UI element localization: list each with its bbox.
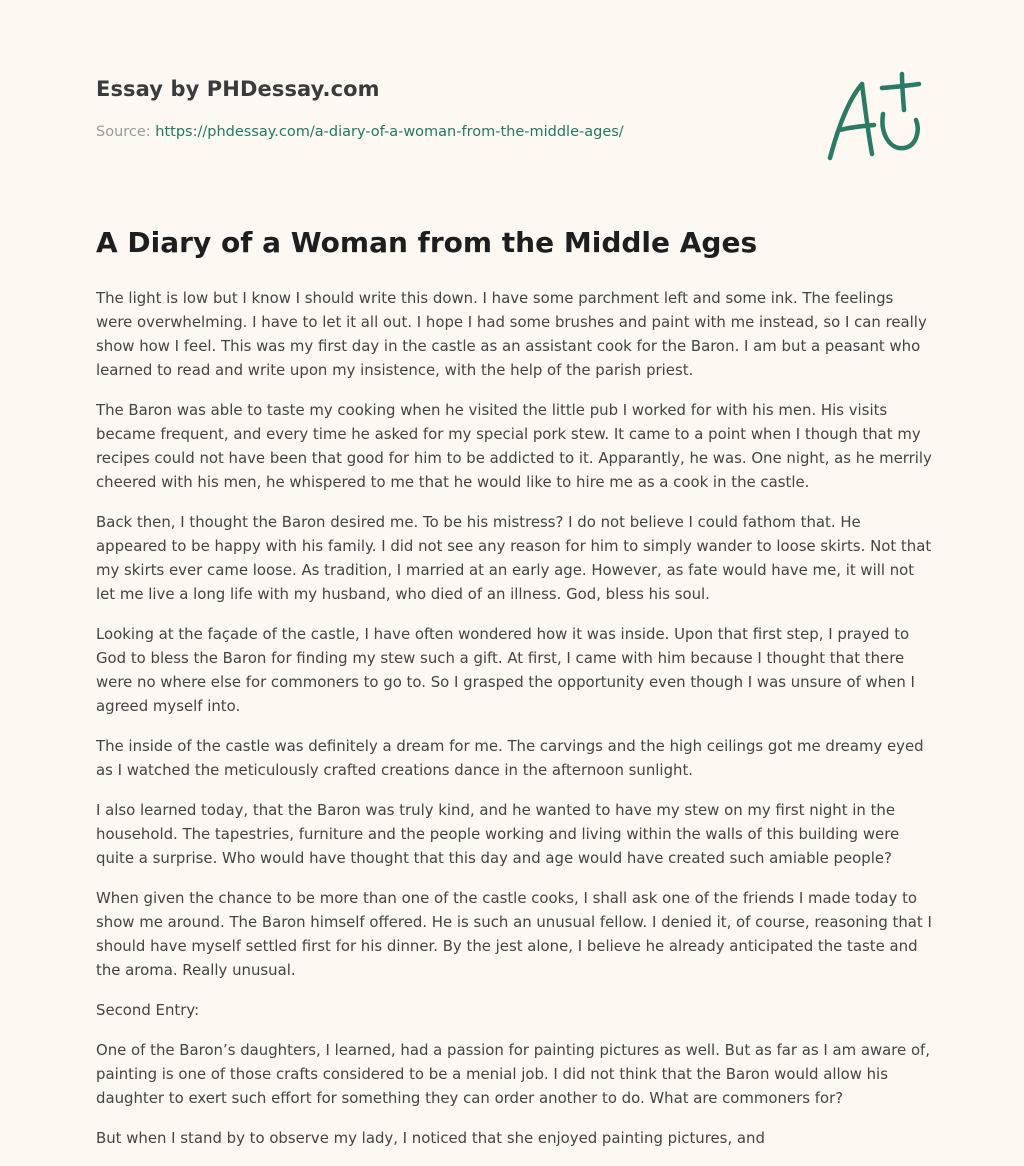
essay-paragraph: The inside of the castle was definitely a dream for me. The carvings and the high ceilings got me dreamy eyed as I watched the meticulously crafted creations dance in the afternoon sunlight. <box>96 737 924 779</box>
essay-paragraph: One of the Baron’s daughters, I learned, had a passion for painting pictures as well. But as far as I am aware of, painting is one of those crafts considered to be a menial job. I did not think that the Baron would allow his daughter to exert such effort for something they can order another to do. What are commoners for? <box>96 1041 931 1107</box>
essay-paragraph: Looking at the façade of the castle, I have often wondered how it was inside. Upon that first step, I prayed to God to bless the Baron for finding my stew such a gift. At first, I came with him because I thought that there were no where else for commoners to go to. So I grasped the opportunity even though I was unsure of when I agreed myself into. <box>96 625 915 715</box>
section-heading-second-entry: Second Entry: <box>96 1001 200 1019</box>
a-plus-grade-icon <box>820 68 930 164</box>
essay-paragraph: But when I stand by to observe my lady, I noticed that she enjoyed painting pictures, and <box>96 1129 765 1147</box>
essay-paragraph: The Baron was able to taste my cooking when he visited the little pub I worked for with his men. His visits became frequent, and every time he asked for my special pork stew. It came to a point when I though that my recipes could not have been that good for him to be addicted to it. Apparantly, he was. One night, as he merrily cheered with his men, he whispered to me that he would like to hire me as a cook in the castle. <box>96 401 932 491</box>
source-link[interactable]: https://phdessay.com/a-diary-of-a-woman-from-the-middle-ages/ <box>155 124 624 140</box>
source-label: Source: <box>96 124 156 140</box>
essay-paragraph: The light is low but I know I should write this down. I have some parchment left and some ink. The feelings were overwhelming. I have to let it all out. I hope I had some brushes and paint with me instead, so I can really show how I feel. This was my first day in the castle as an assistant cook for the Baron. I am but a peasant who learned to read and write upon my insistence, with the help of the parish priest. <box>96 289 927 379</box>
essay-paragraph: When given the chance to be more than one of the castle cooks, I shall ask one of the friends I made today to show me around. The Baron himself offered. He is such an unusual fellow. I denied it, of course, reasoning that I should have myself settled first for his dinner. By the jest alone, I believe he already anticipated the taste and the aroma. Really unusual. <box>96 889 932 979</box>
essay-title: A Diary of a Woman from the Middle Ages <box>96 226 758 259</box>
site-brand: Essay by PHDessay.com <box>96 77 380 101</box>
essay-paragraph: Back then, I thought the Baron desired me. To be his mistress? I do not believe I could fathom that. He appeared to be happy with his family. I did not see any reason for him to simply wander to loose skirts. Not that my skirts ever came loose. As tradition, I married at an early age. However, as fate would have me, it will not let me live a long life with my husband, who died of an illness. God, bless his soul. <box>96 513 932 603</box>
source-line <box>96 124 624 140</box>
essay-paragraph: I also learned today, that the Baron was truly kind, and he wanted to have my stew on my first night in the household. The tapestries, furniture and the people working and living within the walls of this building were quite a surprise. Who would have thought that this day and age would have created such amiable people? <box>96 801 900 867</box>
essay-body <box>96 286 932 1166</box>
